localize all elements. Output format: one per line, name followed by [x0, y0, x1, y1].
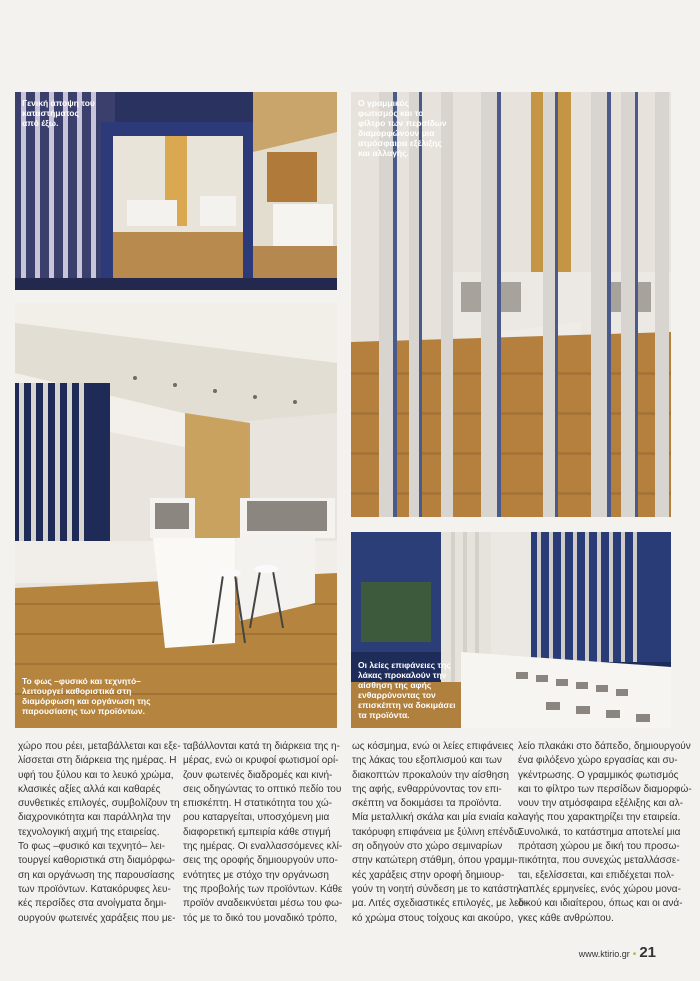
- text-line: Το φως –φυσικό και τεχνητό– λει-: [18, 841, 166, 853]
- caption-line: ενθαρρύνοντας τον: [358, 690, 436, 700]
- text-line: ουργούν φωτεινές χαράξεις που με-: [18, 912, 176, 924]
- text-line: χώρο που ρέει, μεταβάλλεται και εξε-: [18, 741, 181, 752]
- text-line: κές χαράξεις στην οροφή δημιουρ-: [352, 869, 505, 881]
- text-line: κλασικές αξίες αλλά και καθαρές: [18, 783, 161, 795]
- text-line: της λάκας του εξοπλισμού και των: [352, 755, 502, 767]
- article-column-1: [18, 740, 181, 926]
- text-line: κές περσίδες στα ανοίγματα δημι-: [18, 898, 167, 910]
- caption-line: λειτουργεί καθοριστικά στη: [22, 686, 132, 696]
- bullet-separator: •: [632, 949, 637, 960]
- caption-line: καταστήματος: [22, 108, 79, 118]
- text-line: ση οδηγούν στο χώρο σεμιναρίων: [352, 841, 503, 853]
- text-line: διαχρονικότητα και παράλληλα την: [18, 812, 171, 824]
- text-line: κό χρώμα στους τοίχους και ακούρο,: [352, 912, 514, 924]
- text-line: ση και οργάνωση της παρουσίασης: [18, 869, 175, 881]
- photo-caption: [358, 98, 447, 158]
- text-line: Συνολικά, το κατάστημα αποτελεί μια: [518, 826, 681, 838]
- text-line: επισκέπτη. Η στατικότητα του χώ-: [183, 798, 333, 810]
- text-line: λαπλές ερμηνείες, ενός χώρου μονα-: [518, 883, 681, 895]
- photo-caption: [358, 660, 456, 720]
- caption-line: και αλλαγής.: [358, 148, 409, 158]
- page-number: 21: [639, 944, 656, 961]
- text-line: πρόταση χώρου με δική του προσω-: [518, 841, 680, 853]
- caption-line: από έξω.: [22, 118, 59, 128]
- text-line: ται, εξελίσσεται, και επιδέχεται πολ-: [518, 869, 675, 881]
- text-line: ένα φιλόξενο χώρο εργασίας και συ-: [518, 755, 678, 767]
- text-line: λαγής που χαρακτηρίζει την εταιρεία.: [518, 812, 681, 824]
- text-line: ταβάλλονται κατά τη διάρκεια της η-: [183, 741, 340, 752]
- text-line: Μία μεταλλική σκάλα και μία ενιαία κα-: [352, 812, 522, 824]
- text-line: σεις οδηγώντας το οπτικό πεδίο του: [183, 783, 342, 795]
- caption-line: λάκας προκαλούν την: [358, 670, 447, 680]
- text-line: γκες κάθε ανθρώπου.: [518, 912, 614, 924]
- photo-display-counter: [351, 532, 671, 728]
- caption-line: παρουσίασης των προϊόντων.: [22, 706, 145, 716]
- photo-caption: [22, 98, 95, 128]
- caption-line: διαμόρφωση και οργάνωση της: [22, 696, 151, 706]
- caption-line: Το φως –φυσικό και τεχνητό–: [22, 676, 141, 686]
- text-line: ρου καταργείται, υποσχόμενη μια: [183, 812, 330, 824]
- text-line: και το φίλτρο των περσίδων διαμορφώ-: [518, 783, 692, 795]
- caption-line: Οι λείες επιφάνειες της: [358, 660, 451, 670]
- text-line: πικότητα, που συνεχώς μεταλλάσσε-: [518, 855, 680, 867]
- caption-line: διαμορφώνουν μια: [358, 128, 435, 138]
- article-column-2: [183, 740, 343, 926]
- photo-louvers-view: [351, 92, 671, 517]
- text-line: μέρας, ενώ οι κρυφοί φωτισμοί ορί-: [183, 755, 339, 767]
- text-line: της ημέρας. Οι εναλλασσόμενες κλί-: [183, 841, 343, 853]
- caption-line: φωτισμός και το: [358, 108, 424, 118]
- text-line: σκέπτη να δοκιμάσει τα προϊόντα.: [352, 798, 502, 810]
- text-line: λίσσεται στη διάρκεια της ημέρας. Η: [18, 755, 177, 767]
- caption-line: φίλτρο των περσίδων: [358, 118, 447, 128]
- text-line: της προβολής των προϊόντων. Κάθε: [183, 883, 343, 895]
- text-line: των προϊόντων. Κατακόρυφες λευ-: [18, 883, 171, 895]
- caption-line: τα προϊόντα.: [358, 710, 410, 720]
- text-line: σεις της οροφής δημιουργούν υπο-: [183, 855, 338, 867]
- page-footer: [579, 944, 656, 961]
- caption-line: επισκέπτη να δοκιμάσει: [358, 700, 456, 710]
- caption-line: Γενική άποψη του: [22, 98, 95, 108]
- text-line: της αφής, ενθαρρύνοντας τον επι-: [352, 783, 502, 795]
- text-line: διαφορετική εμπειρία κάθε στιγμή: [183, 826, 331, 838]
- article-column-3: [352, 740, 528, 926]
- text-line: γούν τη νοητή σύνδεση με το κατάστη-: [352, 883, 523, 895]
- text-line: τακόρυφη επιφάνεια με ξύλινη επένδυ-: [352, 826, 523, 838]
- text-line: μα. Λιτές σχεδιαστικές επιλογές, με λευ-: [352, 898, 528, 910]
- caption-line: ατμόσφαιρα εξέλιξης: [358, 138, 442, 148]
- photo-interior-view: [15, 303, 337, 728]
- text-line: ζουν φωτεινές διαδρομές και κινή-: [183, 769, 333, 781]
- text-line: υφή του ξύλου και το λευκό χρώμα,: [18, 769, 174, 781]
- photo-caption: [22, 676, 151, 716]
- text-line: δικού και ιδιαίτερου, όπως και οι ανά-: [518, 898, 683, 910]
- text-line: τεχνολογική αιχμή της εταιρείας.: [18, 826, 160, 838]
- text-line: στην κατώτερη στάθμη, όπου γραμμι-: [352, 855, 518, 867]
- photo-exterior-view: [15, 92, 337, 290]
- text-line: ως κόσμημα, ενώ οι λείες επιφάνειες: [352, 741, 514, 752]
- text-line: διακοπτών προκαλούν την αίσθηση: [352, 769, 509, 781]
- text-line: τουργεί καθοριστικά στη διαμόρφω-: [18, 855, 176, 867]
- text-line: ενότητες με στόχο την οργάνωση: [183, 869, 329, 881]
- text-line: νουν την ατμόσφαιρα εξέλιξης και αλ-: [518, 798, 684, 810]
- website-url[interactable]: www.ktirio.gr: [578, 949, 630, 959]
- text-line: λείο πλακάκι στο δάπεδο, δημιουργούν: [518, 741, 691, 752]
- article-column-4: [518, 740, 692, 926]
- text-line: τός με το δικό του μοναδικό τρόπο,: [183, 912, 338, 924]
- caption-line: Ο γραμμικός: [358, 98, 410, 108]
- caption-line: αίσθηση της αφής: [358, 680, 432, 690]
- text-line: γκέντρωσης. Ο γραμμικός φωτισμός: [518, 769, 679, 781]
- text-line: προϊόν αναδεικνύεται μέσω του φω-: [183, 898, 343, 910]
- text-line: συνθετικές επιλογές, συμβολίζουν τη: [18, 798, 180, 810]
